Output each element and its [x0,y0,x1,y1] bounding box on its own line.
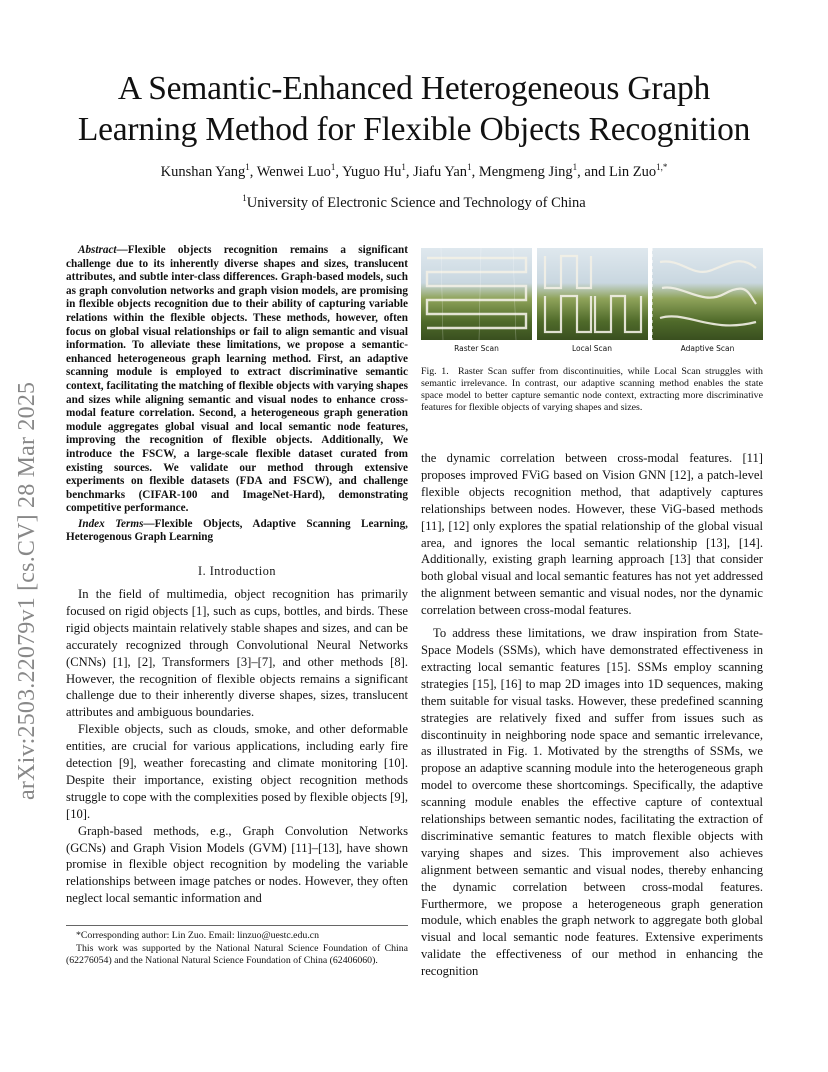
raster-scan-image [421,248,532,340]
section-heading: I. Introduction [198,564,276,579]
panel-label-raster: Raster Scan [454,344,499,353]
panel-label-adaptive: Adaptive Scan [680,344,735,353]
paragraph: Graph-based methods, e.g., Graph Convolution Networks (GCNs) and Graph Vision Models (GVM) [11]–[13], have shown promise in flexible object recognition by modeling the variable relationships between image patches or nodes. However, they often neglect local semantic information and [66,823,408,906]
author: Mengmeng Jing [478,163,573,180]
author: Wenwei Luo [256,163,331,180]
index-terms: Index Terms—Flexible Objects, Adaptive Scanning Learning, Heterogenous Graph Learning [66,517,408,544]
footnotes [66,925,408,967]
paragraph: the dynamic correlation between cross-modal features. [11] proposes improved FViG based on Vision GNN [12], a patch-level flexible objects recognition method, that adaptively captures relationships between nodes. However, these ViG-based methods [11], [12] only explores the spatial relationship of the global visual area, and ignores the local semantic relationship [13], [14]. Additionally, existing graph learning approach [13] that consider both global visual and local semantic features has not yet addressed the alignment between semantic and visual nodes, nor the dynamic correlation between cross-modal features. [421,451,763,618]
arxiv-identifier: arXiv:2503.22079v1 [cs.CV] 28 Mar 2025 [14,381,40,800]
title-line-1: A Semantic-Enhanced Heterogeneous Graph [117,70,711,107]
figure-1 [421,248,763,414]
paragraph: In the field of multimedia, object recognition has primarily focused on rigid objects [1], such as cups, bottles, and birds. These rigid objects maintain relatively stable shapes and sizes, and can be accurately recognized through Convolutional Neural Networks (CNNs) [1], [2], Transformers [3]–[7], and other methods [8]. However, the recognition of flexible objects remains a significant challenge due to their inherently diverse shapes, sizes, translucent attributes and ambiguous boundaries. [66,586,408,720]
local-scan-image [537,248,648,340]
footnote-corresponding: *Corresponding author: Lin Zuo. Email: linzuo@uestc.edu.cn [76,930,320,941]
author-list: Kunshan Yang$^1$, Wenwei Luo$^1$, Yuguo Hu$^1$, Jiafu Yan$^1$, Mengmeng Jing$^1$, and Lin Zuo$^{1,*}$ [160,162,668,180]
abstract: Abstract—Flexible objects recognition remains a significant challenge due to its inherently diverse shapes and sizes, translucent attributes, and subtle inter-class differences. Graph-based models, such as graph convolution networks and graph vision models, are promising in flexible objects recognition due to their ability of capturing variable relations within the flexible objects. These methods, however, often focus on global visual relationships or fail to align semantic and visual information. To alleviate these limitations, we propose a semantic-enhanced heterogeneous graph learning method. First, an adaptive scanning module is employed to extract discriminative semantic context, facilitating the matching of flexible objects with varying shapes and sizes while aligning semantic and visual nodes to enhance cross-modal feature correlation. Second, a heterogeneous graph generation module aggregates global visual and local semantic node features, improving the recognition of flexible objects. Additionally, We introduce the FSCW, a large-scale flexible dataset curated from existing sources. We validate our method through extensive experiments on flexible datasets (FDA and FSCW), and challenge benchmarks (CIFAR-100 and ImageNet-Hard), demonstrating competitive performance. [66,244,408,515]
affiliation: $^1$University of Electronic Science and Technology of China [242,193,586,211]
panel-label-local: Local Scan [571,344,613,353]
paragraph: Flexible objects, such as clouds, smoke, and other deformable entities, are crucial for various applications, including early fire detection [9], weather forecasting and climate monitoring [10]. Despite their importance, existing object recognition methods struggle to cope with the complexities posed by flexible objects [9], [10]. [66,722,408,821]
left-column [66,244,408,907]
footnote-funding: This work was supported by the National Natural Science Foundation of China (62276054) and the National Natural Science Foundation of China (62406060). [66,942,408,966]
author: Kunshan Yang [160,163,246,180]
right-column [421,450,763,980]
adaptive-scan-image [652,248,763,340]
paper-title [40,68,788,150]
author: Jiafu Yan [413,163,468,180]
author: Lin Zuo [608,163,657,180]
author: Yuguo Hu [342,163,402,180]
figure-caption: Fig. 1. Raster Scan suffer from discontinuities, while Local Scan struggles with semantic irrelevance. In contrast, our adaptive scanning method enables the state space model to better capture semantic node context, extracting more discriminative features for flexible objects of varying shapes and sizes. [421,366,763,413]
paragraph: To address these limitations, we draw inspiration from State-Space Models (SSMs), which have demonstrated effectiveness in extracting local semantic features [15]. SSMs employ scanning strategies [15], [16] to map 2D images into 1D sequences, making them suitable for visual tasks. However, these predefined scanning strategies are relatively fixed and suffer from issues such as discontinuity in neighboring node space and semantic irrelevance, as illustrated in Fig. 1. Motivated by the strengths of SSMs, we propose an adaptive scanning module into the heterogeneous graph model to overcome these shortcomings. Specifically, the adaptive scanning module enables the effective capture of contextual relationships between semantic nodes, facilitating the extraction of discriminative semantic features to match flexible objects with varying shapes and sizes. This improvement also achieves alignment between semantic and visual nodes, thereby enhancing the dynamic correlation between cross-modal features. Furthermore, we propose a heterogeneous graph generation module, which enables the graph network to aggregate both global visual and local semantic node features. Extensive experiments validate the effectiveness of our method in enhancing the recognition [421,626,763,979]
title-line-2: Learning Method for Flexible Objects Recognition [77,111,751,148]
